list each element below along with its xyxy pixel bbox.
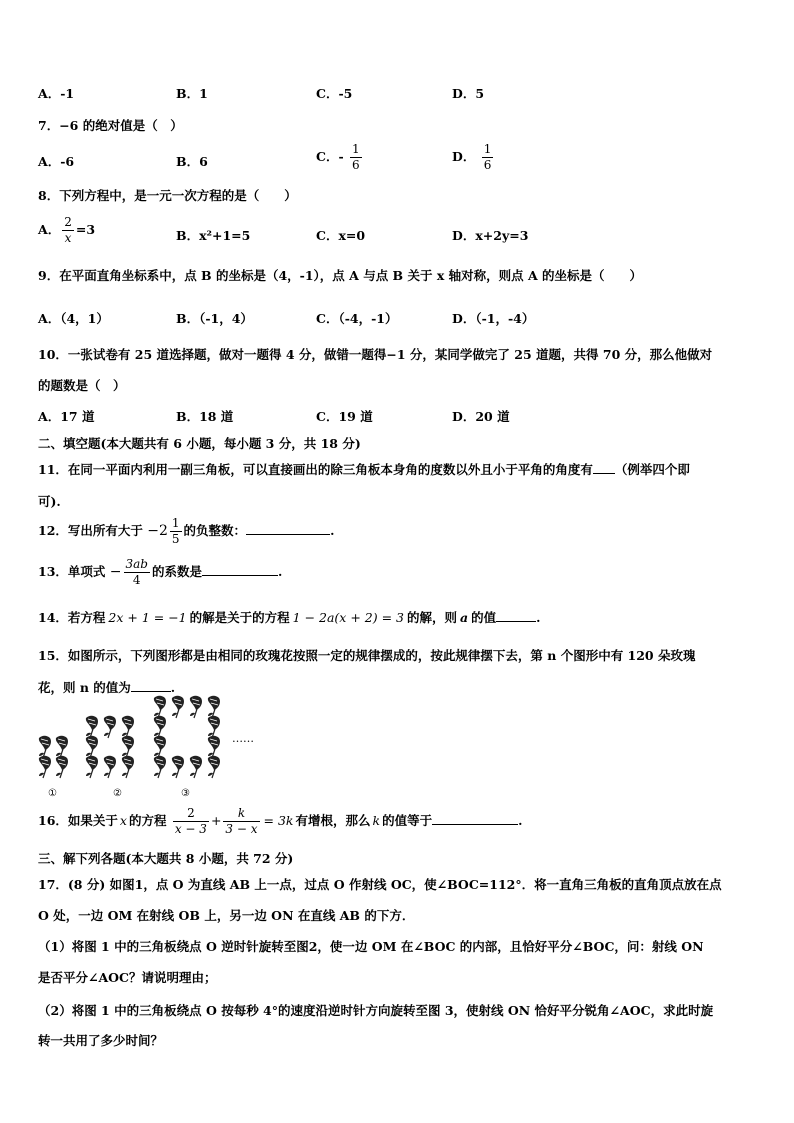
q12-line: 12．写出所有大于 −2 $\frac{1}{5}$ 的负整数： . [38, 516, 335, 546]
q17-line-3: （1）将图 1 中的三角板绕点 O 逆时针旋转至图2，使一边 OM 在∠BOC 的内部，且恰好平分∠BOC，问：射线 ON [38, 939, 704, 954]
q17-line-4: 是否平分∠AOC？请说明理由； [38, 970, 217, 985]
rose-icon [208, 736, 220, 758]
rose-icon [86, 756, 98, 778]
rose-icon [154, 736, 166, 758]
rose-icon [172, 696, 184, 718]
figure-label-2: ② [113, 788, 122, 799]
q10-option-b: B．18 道 [176, 409, 234, 424]
q16-line: 16．如果关于 x 的方程 $\frac{2}{x - 3}$ + $\frac{k}{3 - x}$ = 3k 有增根，那么 k 的值等于 . [38, 806, 523, 836]
rose-icon [208, 756, 220, 778]
q17-line-1: 17．(8 分) 如图1，点 O 为直线 AB 上一点，过点 O 作射线 OC，使∠BOC=112°．将一直角三角板的直角顶点放在点 [38, 877, 722, 892]
figure-label-3: ③ [181, 788, 190, 799]
q10-stem-line-1: 10．一张试卷有 25 道选择题，做对一题得 4 分，做错一题得−1 分，某同学做完了 25 道题，共得 70 分，那么他做对 [38, 347, 713, 362]
q8-option-d: D．x+2y=3 [452, 228, 529, 243]
q17-line-6: 转一共用了多少时间？ [38, 1033, 164, 1048]
fraction: $\frac{1}{6}$ [483, 142, 492, 172]
rose-icon [154, 716, 166, 738]
rose-icon [86, 736, 98, 758]
rose-icon [208, 716, 220, 738]
q15-line-2: 花，则 n 的值为 . [38, 680, 176, 695]
section-heading-solve: 三、解下列各题(本大题共 8 小题，共 72 分) [38, 851, 294, 866]
q7-option-c: C．- $\frac{1}{6}$ [316, 142, 360, 172]
rose-icon [190, 756, 202, 778]
rose-icon [39, 756, 51, 778]
rose-icon [56, 736, 68, 758]
rose-icon [208, 696, 220, 718]
q10-option-c: C．19 道 [316, 409, 373, 424]
q6-option-c: C．-5 [316, 86, 353, 101]
rose-icon [86, 716, 98, 738]
rose-icon [104, 756, 116, 778]
fraction: $\frac{k}{3 - x}$ [225, 806, 258, 836]
rose-icon [39, 736, 51, 758]
q9-option-a: A．（4，1） [38, 311, 109, 326]
q7-stem: 7．−6 的绝对值是（ ） [38, 118, 183, 133]
rose-icon [122, 736, 134, 758]
fraction: $\frac{1}{6}$ [352, 142, 360, 172]
section-heading-fill-blank: 二、填空题(本大题共有 6 小题，每小题 3 分，共 18 分) [38, 436, 361, 451]
q9-option-b: B．（-1，4） [176, 311, 253, 326]
answer-blank [432, 812, 518, 825]
rose-icon [56, 756, 68, 778]
q8-option-a: A． $\frac{2}{x}$ =3 [38, 215, 96, 245]
ellipsis: …… [232, 732, 254, 745]
rose-icon [122, 756, 134, 778]
rose-icon [172, 756, 184, 778]
q7-option-b: B．6 [176, 154, 208, 169]
q8-option-c: C．x=0 [316, 228, 366, 243]
q7-option-a: A．-6 [38, 154, 75, 169]
q8-option-b: B．x²+1=5 [176, 228, 251, 243]
q8-stem: 8．下列方程中，是一元一次方程的是（ ） [38, 188, 297, 203]
q9-option-d: D．（-1，-4） [452, 311, 535, 326]
monomial: − $\frac{3ab}{4}$ [109, 557, 148, 587]
rose-icon [190, 696, 202, 718]
q6-option-a: A．-1 [38, 86, 75, 101]
q9-stem: 9．在平面直角坐标系中，点 B 的坐标是（4，-1），点 A 与点 B 关于 x 轴对称，则点 A 的坐标是（ ） [38, 268, 643, 283]
q6-option-d: D．5 [452, 86, 485, 101]
q17-line-5: （2）将图 1 中的三角板绕点 O 按每秒 4°的速度沿逆时针方向旋转至图 3，使射线 ON 恰好平分锐角∠AOC，求此时旋 [38, 1003, 714, 1018]
q13-line: 13．单项式 − $\frac{3ab}{4}$ 的系数是 . [38, 557, 283, 587]
q17-line-2: O 处，一边 OM 在射线 OB 上，另一边 ON 在直线 AB 的下方． [38, 908, 415, 923]
q9-option-c: C．（-4，-1） [316, 311, 398, 326]
q10-option-d: D．20 道 [452, 409, 510, 424]
rose-icon [122, 716, 134, 738]
rose-icon [154, 696, 166, 718]
fraction: $\frac{2}{x - 3}$ [174, 806, 207, 836]
q7-option-d: D． $\frac{1}{6}$ [452, 142, 492, 172]
q10-option-a: A．17 道 [38, 409, 95, 424]
q15-line-1: 15．如图所示，下列图形都是由相同的玫瑰花按照一定的规律摆成的，按此规律摆下去，第 n 个图形中有 120 朵玫瑰 [38, 648, 696, 663]
mixed-number: −2 $\frac{1}{5}$ [147, 516, 180, 546]
q6-option-b: B．1 [176, 86, 208, 101]
q14-line: 14．若方程 2x + 1 = −1 的解是关于的方程 1 − 2a(x + 2) = 3 的解，则 a 的值 . [38, 610, 541, 625]
rose-icon [104, 716, 116, 738]
rose-icon [154, 756, 166, 778]
q10-stem-line-2: 的题数是（ ） [38, 378, 126, 393]
figure-label-1: ① [48, 788, 57, 799]
q11-line-1: 11．在同一平面内利用一副三角板，可以直接画出的除三角板本身角的度数以外且小于平角的角度有 （例举四个即 [38, 462, 690, 477]
q11-line-2: 可). [38, 494, 61, 509]
fraction: $\frac{2}{x}$ [64, 215, 72, 245]
